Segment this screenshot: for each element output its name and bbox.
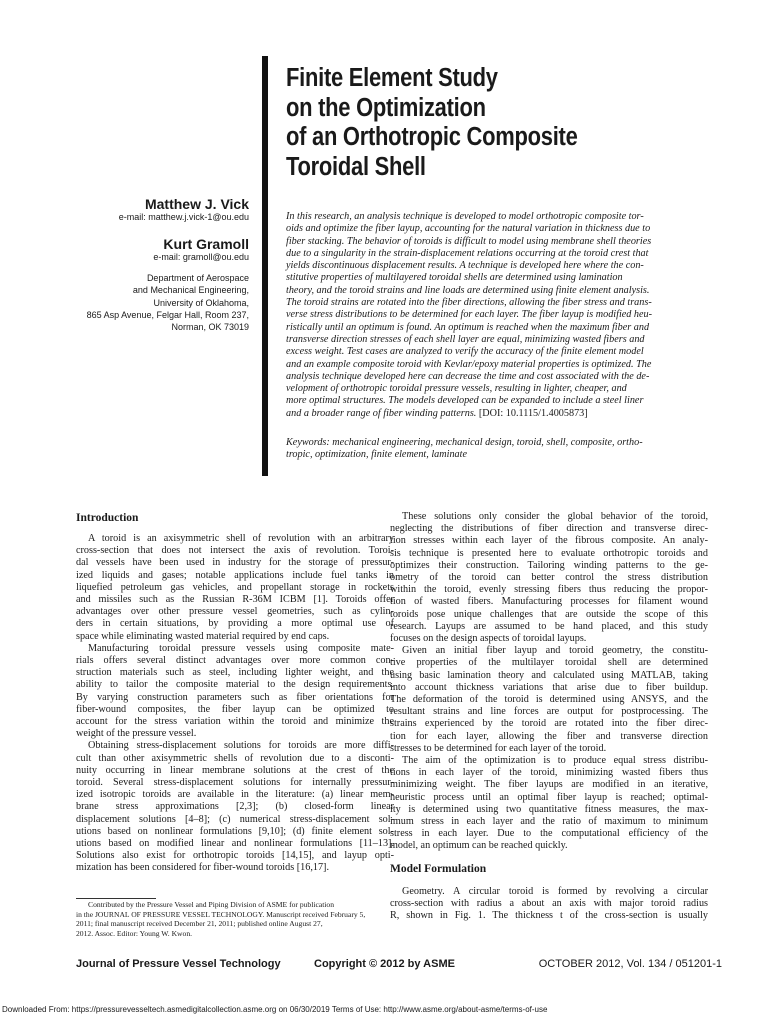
body-line: toroids pose unique challenges that are outside the scope of this: [390, 608, 708, 620]
body-line: ized liquids and gases; notable applications include fuel tanks in: [76, 569, 394, 581]
abstract-line: and an example composite toroid with Kevlar/epoxy material properties is optimized. The: [286, 358, 652, 370]
body-line: Geometry. A circular toroid is formed by revolving a circular: [402, 885, 708, 897]
paper-title: [286, 64, 746, 182]
abstract-line: theory, and the toroid strains and line loads are determined using finite element analysis.: [286, 284, 650, 296]
body-line: mization has been considered for fiber-wound toroids [16,17].: [76, 862, 329, 874]
body-line: rials offers several distinct advantages over more common con-: [76, 655, 394, 667]
body-line: struction materials such as steel, including lighter weight, and the: [76, 667, 394, 679]
body-line: within the toroid, evenly stressing fibers thus reducing the propor-: [390, 584, 708, 596]
body-line: Solutions also exist for orthotropic toroids [14,15], and layup opti-: [76, 850, 394, 862]
abstract-line: excess weight. Test cases are analyzed to verify the accuracy of the finite element model: [286, 346, 644, 358]
body-line: tion for each layer, allowing the fiber and transverse direction: [390, 730, 708, 742]
body-column-left: [76, 511, 394, 875]
keywords: [286, 437, 726, 462]
body-line: ized isotropic toroids are available in the literature: (a) linear mem-: [76, 789, 394, 801]
body-line: into account thickness variations that arise due to fiber buildup.: [390, 681, 708, 693]
body-line: liquefied petroleum gas vehicles, and propellant storage in rockets: [76, 581, 394, 593]
abstract-line: In this research, an analysis technique is developed to model orthotropic composite tor-: [286, 211, 644, 222]
abstract-last-text: and a broader range of fiber winding patterns.: [286, 407, 477, 419]
body-line: tive properties of the multilayer toroidal shell are determined: [390, 657, 708, 669]
footnote-line: Contributed by the Pressure Vessel and Piping Division of ASME for publication: [88, 900, 335, 909]
title-line: Toroidal Shell: [286, 152, 426, 181]
abstract-line: more optimal structures. The models developed can be expanded to include a steel liner: [286, 395, 644, 407]
abstract-line: due to a singularity in the strain-displacement relations occurring at the toroid crest that: [286, 247, 649, 259]
page-footer: [76, 957, 722, 973]
affiliation-line: and Mechanical Engineering,: [132, 285, 249, 296]
author-name: Matthew J. Vick: [144, 196, 249, 212]
body-line: focuses on the design aspects of toroidal layups.: [390, 633, 587, 645]
body-line: These solutions only consider the global behavior of the toroid,: [402, 511, 708, 522]
download-notice: [2, 1005, 766, 1015]
abstract-line: oids and optimize the fiber layup, accounting for the natural variation in thickness due to: [286, 223, 651, 235]
abstract: [286, 211, 726, 420]
body-line: utions based on nonlinear formulations [9,10]; (d) finite element sol-: [76, 825, 394, 837]
abstract-line: transverse direction stresses of each shell layer are equal, minimizing wasted fibers and: [286, 333, 645, 345]
body-line: ders in certain situations, by providing a more optimal use of: [76, 618, 394, 630]
body-line: stress in each layer. Due to the computational efficiency of the: [390, 828, 708, 840]
section-heading-introduction: Introduction: [76, 512, 139, 524]
body-line: fiber-wound composites, the fiber layup can be optimized to: [76, 703, 394, 715]
abstract-line: fiber stacking. The behavior of toroids is difficult to model using membrane shell theories: [286, 235, 652, 247]
body-column-right: [390, 511, 708, 922]
body-line: By varying construction parameters such as fiber orientations for: [76, 691, 394, 703]
abstract-line: The toroid strains are rotated into the fiber directions, allowing the fiber stress and trans-: [286, 297, 652, 309]
author-email[interactable]: e-mail: matthew.j.vick-1@ou.edu: [118, 212, 249, 222]
footnote: [76, 900, 390, 938]
body-line: cross-section that does not intersect the axis of revolution. Toroi-: [76, 545, 394, 557]
body-line: weight of the pressure vessel.: [76, 728, 197, 740]
body-line: tion stresses within each layer of the fibrous composite. An analy-: [390, 535, 708, 547]
footnote-line: in the JOURNAL OF PRESSURE VESSEL TECHNOLOGY. Manuscript received February 5,: [76, 909, 366, 919]
body-line: heuristic process until an optimal fiber layup is reached; optimal-: [390, 791, 708, 803]
abstract-line: yields discontinuous displacement results. A technique is developed here where the con-: [286, 260, 644, 272]
section-heading-model-formulation: Model Formulation: [390, 862, 487, 875]
body-line: optimizes their construction. Tailoring winding patterns to the ge-: [390, 559, 708, 571]
title-line: of an Orthotropic Composite: [286, 123, 578, 151]
abstract-line: verse stress distributions to be determined for each layer. The fiber layup is modified heu-: [286, 309, 653, 321]
body-line: brane stress approximations [2,3]; (b) closed-form linear: [76, 801, 394, 813]
body-line: advantages over other pressure vessel geometries, such as cylin-: [76, 606, 394, 618]
body-line: and missiles such as the Russian R-36M ICBM [1]. Toroids offer: [76, 594, 394, 606]
body-line: cross-section with radius a about an axis with major toroid radius: [390, 897, 708, 909]
abstract-line: velopment of orthotropic toroidal pressure vessels, resulting in lighter, cheaper, and: [286, 383, 627, 395]
author-block: [9, 196, 249, 333]
body-line: dal vessels have been used in industry for the storage of pressur-: [76, 557, 394, 569]
footer-journal: Journal of Pressure Vessel Technology: [76, 958, 281, 970]
affiliation-line: Department of Aerospace: [146, 273, 249, 283]
footnote-line: 2011; final manuscript received December 21, 2011; published online August 27,: [76, 919, 323, 929]
title-line: Finite Element Study: [286, 64, 498, 92]
body-line: tions in each layer of the toroid, minimizing wasted fibers thus: [390, 767, 708, 779]
body-line: Obtaining stress-displacement solutions for toroids are more diffi-: [88, 740, 394, 752]
abstract-line: stitutive properties of multilayered toroidal shells are determined using lamination: [286, 272, 623, 284]
body-line: minimizing weight. The fiber layups are modified in an iterative,: [390, 779, 708, 791]
footer-issue: OCTOBER 2012, Vol. 134 / 051201-1: [538, 958, 722, 970]
body-line: The deformation of the toroid is determined using ANSYS, and the: [390, 694, 708, 706]
body-line: resultant strains and line forces are output for postprocessing. The: [390, 706, 708, 718]
author-name: Kurt Gramoll: [163, 236, 249, 252]
abstract-line: ristically until an optimum is found. An optimum is reached when the maximum fiber and: [286, 321, 650, 333]
body-line: A toroid is an axisymmetric shell of revolution with an arbitrary: [88, 533, 394, 544]
download-notice-text: Downloaded From: https://pressurevesseltech.asmedigitalcollection.asme.org on 06/30/2019 Terms of Use: http://www.asme.org/about-asme/terms-of-use: [2, 1005, 548, 1014]
footnote-rule: [76, 898, 156, 899]
title-accent-bar: [262, 56, 268, 476]
body-line: Manufacturing toroidal pressure vessels using composite mate-: [88, 642, 394, 654]
body-line: neglecting the distributions of fiber direction and transverse direc-: [390, 523, 708, 535]
body-line: account for the stress variation within the toroid and minimize the: [76, 716, 394, 728]
body-line: ability to tailor the composite material to the design requirements.: [76, 679, 394, 691]
abstract-line: [286, 408, 726, 420]
body-line: utions based on modified linear and nonlinear formulations [11–13].: [76, 838, 394, 850]
author-email[interactable]: e-mail: gramoll@ou.edu: [153, 252, 249, 262]
body-line: cult than other axisymmetric shells of revolution due to a disconti-: [76, 752, 394, 764]
abstract-line: analysis technique developed here can decrease the time and cost associated with the de-: [286, 370, 650, 382]
body-line: tion of wasted fibers. Manufacturing processes for filament wound: [390, 596, 708, 608]
body-line: imum stress in each layer and the ratio of maximum to minimum: [390, 816, 708, 828]
doi-link[interactable]: [DOI: 10.1115/1.4005873]: [478, 407, 588, 419]
affiliation-line: Norman, OK 73019: [171, 322, 249, 333]
footer-copyright: Copyright © 2012 by ASME: [314, 958, 455, 970]
keywords-line: tropic, optimization, finite element, laminate: [286, 449, 467, 461]
body-line: stresses to be determined for each layer of the toroid.: [390, 742, 607, 754]
body-line: The aim of the optimization is to produce equal stress distribu-: [402, 755, 708, 767]
footnote-line: 2012. Assoc. Editor: Young W. Kwon.: [76, 928, 193, 938]
body-line: ity is determined using two quantitative fitness measures, the max-: [390, 803, 708, 815]
body-line: space while eliminating wasted material required by end caps.: [76, 630, 330, 642]
affiliation-line: 865 Asp Avenue, Felgar Hall, Room 237,: [86, 309, 249, 320]
title-line: on the Optimization: [286, 93, 486, 122]
body-line: using basic lamination theory and calculated using MATLAB, taking: [390, 669, 708, 681]
body-line: strains experienced by the toroid are rotated into the fiber direc-: [390, 718, 708, 730]
body-line: R, shown in Fig. 1. The thickness t of the cross-section is usually: [390, 910, 708, 922]
body-line: research. Layups are assumed to be hand placed, and this study: [390, 620, 708, 632]
body-line: model, an optimum can be reached quickly.: [390, 840, 568, 852]
body-line: Given an initial fiber layup and toroid geometry, the constitu-: [402, 645, 708, 657]
affiliation-line: University of Oklahoma,: [153, 297, 249, 308]
body-line: toroid. Several stress-displacement solutions for internally pressur-: [76, 777, 394, 789]
body-line: displacement solutions [4–8]; (c) numerical stress-displacement sol-: [76, 813, 394, 825]
body-line: ometry of the toroid can better control the stress distribution: [390, 572, 708, 584]
keywords-line: Keywords: mechanical engineering, mechanical design, toroid, shell, composite, ortho-: [286, 437, 643, 448]
body-line: nuity occurring in linear membrane solutions at the crest of the: [76, 764, 394, 776]
body-line: sis technique is presented here to evaluate orthotropic toroids and: [390, 547, 708, 559]
